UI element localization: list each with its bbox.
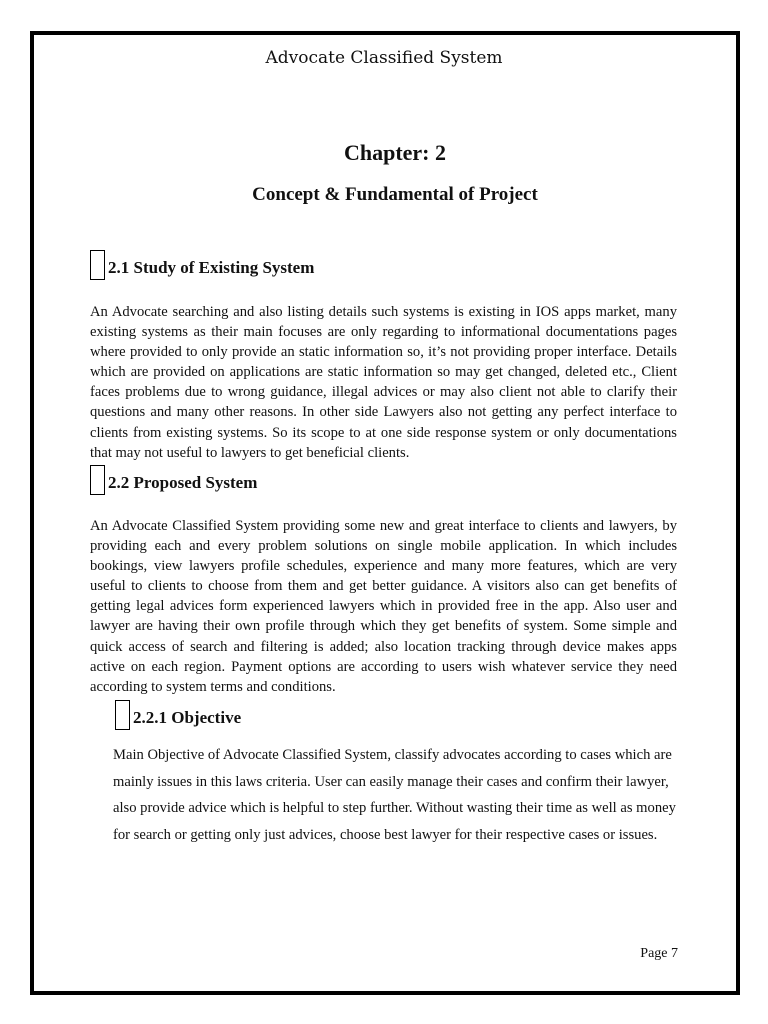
running-header: Advocate Classified System [265,48,503,68]
missing-glyph-box-icon [90,465,105,495]
section-heading-text: 2.2.1 Objective [133,708,242,727]
section-heading-text: 2.1 Study of Existing System [108,258,315,277]
section-body-proposed-system: An Advocate Classified System providing some new and great interface to clients and lawyers, by providing each and every problem solutions on single mobile application. In which includes bookings, view lawyers profile schedules, experience and many more features, which are very useful to clients to choose from them and get better guidance. A visitors also can get benefits of getting legal advices form experienced lawyers which in provided free in the app. Also user and lawyer are having their own profile through which they get benefits of system. Some simple and quick access of search and filtering is added; also location tracking through device makes apps active on each region. Payment options are according to users wish whatever service they need according to system terms and conditions. [90,518,677,695]
missing-glyph-box-icon [115,700,130,730]
section-body-objective: Main Objective of Advocate Classified System, classify advocates according to cases which are mainly issues in this laws criteria. User can easily manage their cases and confirm their lawyer, also provide advice which is helpful to step further. Without wasting their time as well as money for search or getting only just advices, choose best lawyer for their respective cases or issues. [113,747,676,844]
missing-glyph-box-icon [90,250,105,280]
section-heading-existing-system [90,250,314,280]
page-border [30,31,740,995]
section-heading-objective [115,700,241,730]
section-heading-proposed-system [90,465,257,495]
page-number: Page 7 [640,946,678,961]
chapter-title: Chapter: 2 [343,140,447,165]
section-heading-text: 2.2 Proposed System [108,473,258,492]
section-body-existing-system: An Advocate searching and also listing details such systems is existing in IOS apps market, many existing systems as their main focuses are only regarding to informational documentations pages where provided to only provide an static information so, it’s not providing proper interface. Details which are provided on applications are static information so may get changed, deleted etc., Client faces problems due to wrong guidance, illegal advices or may also client not able to clarify their questions and many other reasons. In other side Lawyers also not getting any perfect interface to clients from existing systems. So its scope to at one side response system or only documentations that may not useful to lawyers to get beneficial clients. [90,304,677,461]
chapter-subtitle: Concept & Fundamental of Project [252,184,538,205]
